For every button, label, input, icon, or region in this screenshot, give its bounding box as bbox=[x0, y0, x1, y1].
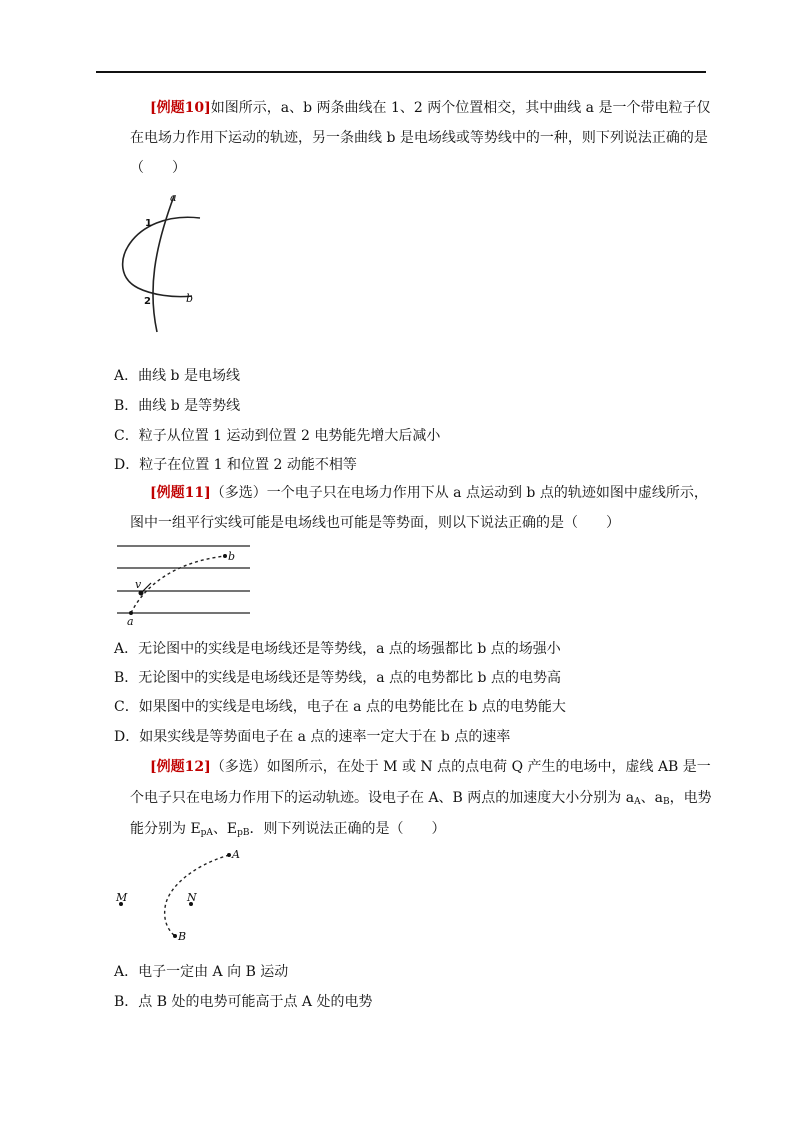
q12-line1: [例题12]（多选）如图所示，在处于 M 或 N 点的点电荷 Q 产生的电场中，虚线 AB 是一 bbox=[150, 759, 711, 775]
q10-figure bbox=[112, 190, 212, 340]
q11-line2: 图中一组平行实线可能是电场线也可能是等势面，则以下说法正确的是（ ） bbox=[130, 515, 620, 531]
q10-tag: [例题10] bbox=[150, 100, 211, 116]
q11-option-c: C．如果图中的实线是电场线，电子在 a 点的电势能比在 b 点的电势能大 bbox=[114, 699, 566, 715]
q12-trajectory bbox=[165, 855, 229, 936]
q11-label-b: b bbox=[228, 550, 236, 563]
q11-point-b bbox=[223, 554, 227, 558]
q10-curve-b bbox=[123, 217, 200, 296]
q10-curve-a bbox=[153, 196, 174, 332]
q12-line2: 个电子只在电场力作用下的运动轨迹。设电子在 A、B 两点的加速度大小分别为 $a_A$、$a_B$，电势 bbox=[130, 790, 712, 807]
q12-point-A bbox=[227, 853, 231, 857]
q12-point-B bbox=[173, 934, 177, 938]
q11-label-v: v bbox=[135, 578, 142, 591]
q12-tag: [例题12] bbox=[150, 759, 211, 775]
q12-label-M: M bbox=[116, 891, 128, 904]
q12-label-N: N bbox=[187, 891, 197, 904]
q10-option-c: C．粒子从位置 1 运动到位置 2 电势能先增大后减小 bbox=[114, 428, 441, 444]
q11-option-b: B．无论图中的实线是电场线还是等势线，a 点的电势都比 b 点的电势高 bbox=[114, 670, 561, 686]
q10-option-b: B．曲线 b 是等势线 bbox=[114, 398, 241, 414]
header-rule bbox=[96, 71, 706, 73]
q11-label-a: a bbox=[127, 615, 134, 628]
q10-label-2: 2 bbox=[144, 296, 151, 307]
q12-option-b: B．点 B 处的电势可能高于点 A 处的电势 bbox=[114, 994, 373, 1010]
q10-option-a: A．曲线 b 是电场线 bbox=[114, 368, 240, 384]
q10-option-d: D．粒子在位置 1 和位置 2 动能不相等 bbox=[114, 457, 357, 473]
q10-line2: 在电场力作用下运动的轨迹，另一条曲线 b 是电场线或等势线中的一种，则下列说法正确的是 bbox=[130, 130, 708, 146]
q12-label-A: A bbox=[232, 848, 240, 861]
q11-option-d: D．如果实线是等势面电子在 a 点的速率一定大于在 b 点的速率 bbox=[114, 729, 511, 745]
q11-line1: [例题11]（多选）一个电子只在电场力作用下从 a 点运动到 b 点的轨迹如图中虚线所示， bbox=[150, 485, 708, 501]
q10-line3: （ ） bbox=[130, 160, 186, 176]
q11-figure bbox=[115, 540, 255, 630]
q12-option-a: A．电子一定由 A 向 B 运动 bbox=[114, 964, 289, 980]
q10-label-1: 1 bbox=[145, 218, 152, 229]
q12-line3: 能分别为 $E_{pA}$、$E_{pB}$．则下列说法正确的是（ ） bbox=[130, 821, 446, 838]
q11-option-a: A．无论图中的实线是电场线还是等势线，a 点的场强都比 b 点的场强小 bbox=[114, 641, 561, 657]
q10-label-a: a bbox=[170, 191, 177, 204]
q11-tag: [例题11] bbox=[150, 485, 211, 501]
q11-trajectory bbox=[131, 556, 225, 613]
q12-figure bbox=[112, 848, 252, 948]
q10-line1: [例题10]如图所示，a、b 两条曲线在 1、2 两个位置相交，其中曲线 a 是一个带电粒子仅 bbox=[150, 100, 711, 116]
q10-label-b: b bbox=[186, 292, 194, 305]
q12-label-B: B bbox=[178, 930, 187, 943]
